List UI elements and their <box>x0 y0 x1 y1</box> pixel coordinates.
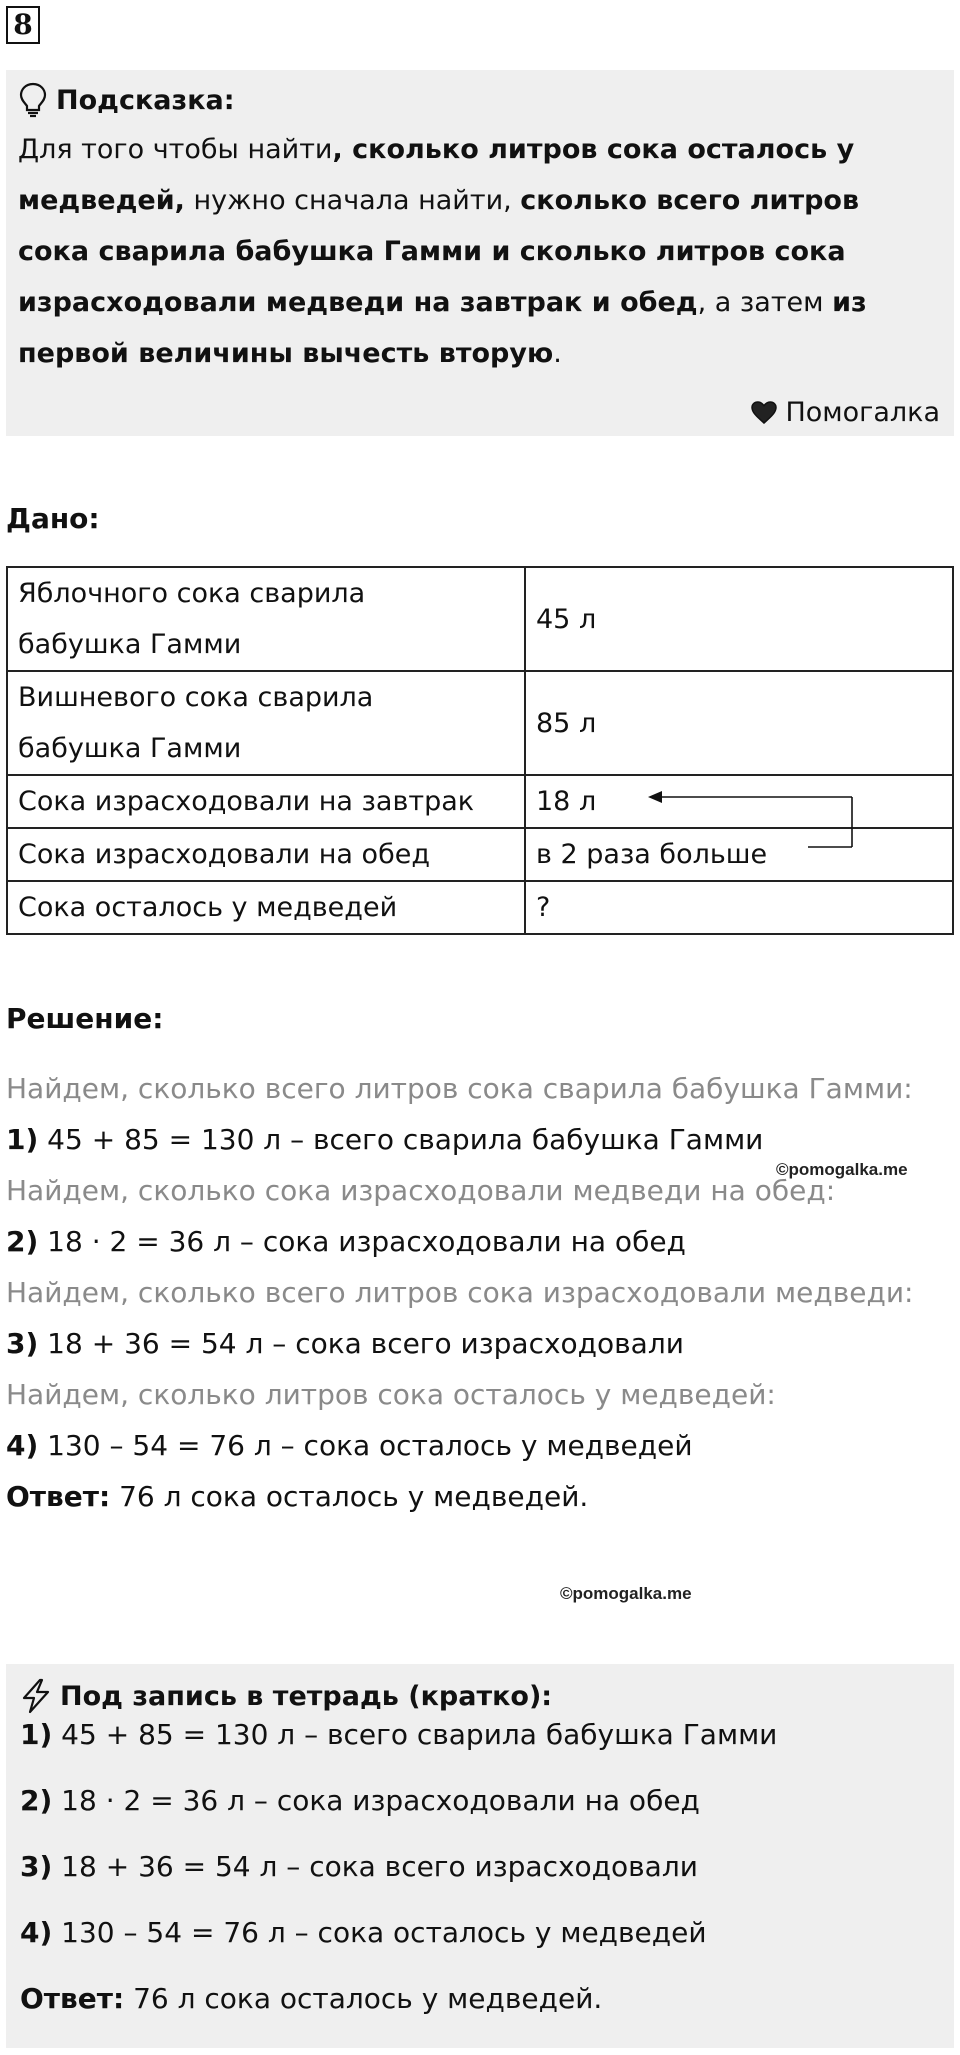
given-quantity-line: бабушка Гамми <box>18 733 242 764</box>
hint-bold-text: сколько всего литров <box>520 185 860 216</box>
hint-line <box>18 277 942 328</box>
step-number: 4) <box>20 1916 53 1949</box>
short-step <box>20 1916 707 1949</box>
step-expression: 18 + 36 = 54 л – сока всего израсходовали <box>38 1327 684 1360</box>
hint-bold-text: израсходовали медведи на завтрак и обед <box>18 287 698 318</box>
given-row <box>7 828 953 881</box>
step-number: 3) <box>6 1327 39 1360</box>
step-number: 4) <box>6 1429 39 1462</box>
lightbulb-icon <box>18 82 48 118</box>
solution-hint: Найдем, сколько сока израсходовали медведи на обед: <box>6 1174 836 1207</box>
solution-hint: Найдем, сколько всего литров сока сварила бабушка Гамми: <box>6 1072 913 1105</box>
hint-title: Подсказка: <box>56 84 235 116</box>
given-quantity-name <box>7 828 525 881</box>
hint-line <box>18 226 942 277</box>
hint-bold-text: медведей, <box>18 185 185 216</box>
step-expression: 45 + 85 = 130 л – всего сварила бабушка Гамми <box>38 1123 764 1156</box>
heart-icon <box>751 401 777 425</box>
step-expression: 130 – 54 = 76 л – сока осталось у медведей <box>38 1429 693 1462</box>
hint-bold-text: сока сварила бабушка Гамми и сколько литров сока <box>18 236 846 267</box>
short-title-row <box>20 1674 942 1718</box>
step-expression: 18 + 36 = 54 л – сока всего израсходовали <box>52 1850 698 1883</box>
hint-text <box>18 124 942 379</box>
given-row <box>7 881 953 934</box>
hint-bold-text: из <box>832 287 867 318</box>
given-row <box>7 775 953 828</box>
lightning-icon <box>20 1678 52 1714</box>
short-step <box>20 1718 777 1751</box>
solution-step <box>6 1327 684 1360</box>
step-expression: 18 · 2 = 36 л – сока израсходовали на обед <box>52 1784 700 1817</box>
given-quantity-value: 85 л <box>525 671 953 775</box>
solution-hint: Найдем, сколько литров сока осталось у медведей: <box>6 1378 776 1411</box>
given-quantity-line: Яблочного сока сварила <box>18 578 366 609</box>
hint-signature-row <box>751 397 940 428</box>
watermark: ©pomogalka.me <box>776 1160 908 1179</box>
short-title: Под запись в тетрадь (кратко): <box>60 1680 553 1712</box>
answer-text: 76 л сока осталось у медведей. <box>124 1982 603 2015</box>
answer-label: Ответ: <box>6 1480 111 1513</box>
step-number: 2) <box>6 1225 39 1258</box>
hint-line <box>18 328 942 379</box>
given-quantity-value: в 2 раза больше <box>525 828 953 881</box>
solution-step <box>6 1225 686 1258</box>
solution-step <box>6 1429 693 1462</box>
given-quantity-value: 18 л <box>525 775 953 828</box>
given-quantity-name <box>7 881 525 934</box>
short-step <box>20 1850 698 1883</box>
short-answer <box>20 1982 602 2015</box>
hint-bold-text: , сколько литров сока осталось у <box>332 134 855 165</box>
given-quantity-name <box>7 775 525 828</box>
hint-plain-text: нужно сначала найти, <box>184 185 521 216</box>
solution-hint: Найдем, сколько всего литров сока израсходовали медведи: <box>6 1276 914 1309</box>
task-number: 8 <box>6 6 40 44</box>
given-quantity-line: Сока израсходовали на завтрак <box>18 786 475 817</box>
step-expression: 18 · 2 = 36 л – сока израсходовали на обед <box>38 1225 686 1258</box>
solution-label: Решение: <box>6 1002 164 1035</box>
hint-title-row <box>18 78 942 122</box>
given-table <box>6 566 954 935</box>
hint-box <box>6 70 954 436</box>
given-label: Дано: <box>6 502 100 535</box>
given-row <box>7 671 953 775</box>
solution-answer <box>6 1480 588 1513</box>
given-quantity-line: бабушка Гамми <box>18 629 242 660</box>
given-row <box>7 567 953 671</box>
hint-plain-text: Для того чтобы найти <box>18 134 333 165</box>
answer-label: Ответ: <box>20 1982 125 2015</box>
hint-plain-text: . <box>553 338 562 369</box>
given-quantity-value: ? <box>525 881 953 934</box>
step-number: 1) <box>6 1123 39 1156</box>
short-step <box>20 1784 700 1817</box>
hint-bold-text: первой величины вычесть вторую <box>18 338 554 369</box>
given-quantity-name <box>7 671 525 775</box>
solution-step <box>6 1123 763 1156</box>
short-notes-box <box>6 1664 954 2048</box>
given-quantity-name <box>7 567 525 671</box>
given-quantity-line: Сока осталось у медведей <box>18 892 398 923</box>
hint-line <box>18 175 942 226</box>
step-number: 3) <box>20 1850 53 1883</box>
step-expression: 45 + 85 = 130 л – всего сварила бабушка Гамми <box>52 1718 778 1751</box>
step-number: 1) <box>20 1718 53 1751</box>
hint-signature: Помогалка <box>785 397 940 428</box>
given-quantity-value: 45 л <box>525 567 953 671</box>
watermark: ©pomogalka.me <box>560 1584 692 1603</box>
hint-line <box>18 124 942 175</box>
hint-plain-text: , а затем <box>697 287 833 318</box>
answer-text: 76 л сока осталось у медведей. <box>110 1480 589 1513</box>
given-quantity-line: Сока израсходовали на обед <box>18 839 431 870</box>
given-quantity-line: Вишневого сока сварила <box>18 682 374 713</box>
step-expression: 130 – 54 = 76 л – сока осталось у медведей <box>52 1916 707 1949</box>
step-number: 2) <box>20 1784 53 1817</box>
